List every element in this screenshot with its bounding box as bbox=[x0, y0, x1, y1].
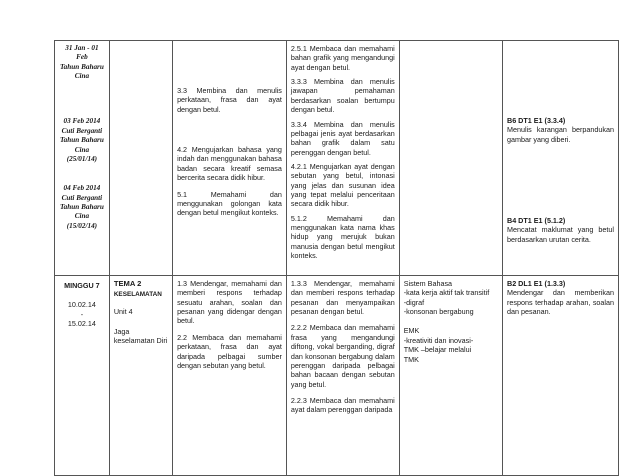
week-label: MINGGU 7 bbox=[64, 281, 100, 290]
theme-cell bbox=[109, 276, 172, 476]
standard-text: 2.2 Membaca dan memahami perkataan, frasa dan ayat daripada pelbagai sumber dengan sebutan yang betul. bbox=[177, 332, 282, 370]
week-start: 10.02.14 bbox=[67, 300, 96, 310]
lesson-plan-table bbox=[54, 40, 619, 476]
learning-text: 2.5.1 Membaca dan memahami bahan grafik yang mengandungi ayat dengan betul. bbox=[290, 44, 395, 72]
theme-subtitle: KESELAMATAN bbox=[113, 290, 162, 298]
standard-cell bbox=[173, 41, 287, 276]
holiday-date-2: 03 Feb 2014 Cuti Berganti Tahun Baharu Cina (25/01/14) bbox=[59, 117, 104, 163]
emk-title: EMK bbox=[403, 326, 420, 336]
emk-item: TMK –belajar melalui bbox=[403, 345, 472, 355]
learning-text: 1.3.3 Mendengar, memahami dan memberi respons terhadap pesanan dan menyampaikan pesanan dengan betul. bbox=[290, 279, 395, 317]
learning-text: 2.2.2 Membaca dan memahami frasa yang mengandungi diftong, vokal berganding, digraf dan konsonan bergabung dalam perenggan daripada pelbagai bahan bacaan dengan sebutan yang betul. bbox=[290, 323, 395, 389]
notes-item: -kata kerja aktif tak transitif bbox=[403, 288, 490, 298]
notes-item: -digraf bbox=[403, 297, 425, 307]
standard-text: 1.3 Mendengar, memahami dan memberi respons terhadap sesuatu arahan, soalan dan pesanan yang didengar dengan betul. bbox=[177, 279, 282, 326]
learning-text: 5.1.2 Memahami dan menggunakan kata nama khas hidup yang merujuk bukan manusia dengan betul mengikut konteks. bbox=[290, 213, 395, 261]
standard-text: 3.3 Membina dan menulis perkataan, frasa dan ayat dengan betul. bbox=[177, 86, 282, 114]
learning-text: 3.3.4 Membina dan menulis pelbagai jenis ayat berdasarkan bahan grafik dalam satu perenggan dengan betul. bbox=[290, 119, 395, 157]
band-description: Menulis karangan berpandukan gambar yang diberi. bbox=[507, 125, 614, 144]
topic-label: Jaga keselamatan Diri bbox=[113, 326, 168, 345]
learning-standard-cell bbox=[286, 41, 399, 276]
band-cell bbox=[503, 276, 619, 476]
unit-label: Unit 4 bbox=[113, 307, 133, 317]
standard-text: 5.1 Memahami dan menggunakan golongan kata dengan betul mengikut konteks. bbox=[177, 189, 282, 218]
theme-title: TEMA 2 bbox=[113, 279, 142, 288]
week-end: 15.02.14 bbox=[67, 319, 96, 329]
band-description: Mencatat maklumat yang betul berdasarkan urutan cerita. bbox=[507, 225, 614, 244]
notes-item: -konsonan bergabung bbox=[403, 307, 474, 317]
learning-text: 2.2.3 Membaca dan memahami ayat dalam perenggan daripada bbox=[290, 395, 395, 415]
week-cell bbox=[55, 41, 110, 276]
band-cell bbox=[503, 41, 619, 276]
notes-cell bbox=[399, 276, 502, 476]
band-code: B6 DT1 E1 (3.3.4) bbox=[507, 116, 566, 125]
holiday-date-3: 04 Feb 2014 Cuti Berganti Tahun Baharu Cina (15/02/14) bbox=[59, 184, 104, 230]
notes-cell bbox=[399, 41, 502, 276]
table-row bbox=[55, 276, 619, 476]
holiday-date-1: 31 Jan - 01 Feb Tahun Baharu Cina bbox=[59, 44, 104, 81]
standard-text: 4.2 Mengujarkan bahasa yang indah dan menggunakan bahasa badan secara kreatif semasa bercerita secara didik hibur. bbox=[177, 145, 282, 183]
emk-item: -kreativiti dan inovasi- bbox=[403, 335, 474, 345]
table-row bbox=[55, 41, 619, 276]
notes-title: Sistem Bahasa bbox=[403, 279, 453, 288]
learning-text: 3.3.3 Membina dan menulis jawapan pemahaman berdasarkan soalan bertumpu dengan betul. bbox=[290, 77, 395, 115]
emk-item: TMK bbox=[403, 354, 419, 364]
band-code: B4 DT1 E1 (5.1.2) bbox=[507, 216, 566, 226]
week-cell bbox=[55, 276, 110, 476]
learning-standard-cell bbox=[286, 276, 399, 476]
band-code: B2 DL1 E1 (1.3.3) bbox=[507, 279, 566, 288]
learning-text: 4.2.1 Mengujarkan ayat dengan sebutan yang betul, intonasi yang jelas dan susunan idea yang tepat melalui penceritaan secara didik hibur. bbox=[290, 161, 395, 209]
theme-cell bbox=[109, 41, 172, 276]
week-sep: - bbox=[80, 309, 84, 319]
standard-cell bbox=[173, 276, 287, 476]
band-description: Mendengar dan memberikan respons terhadap arahan, soalan dan pesanan. bbox=[507, 288, 614, 317]
